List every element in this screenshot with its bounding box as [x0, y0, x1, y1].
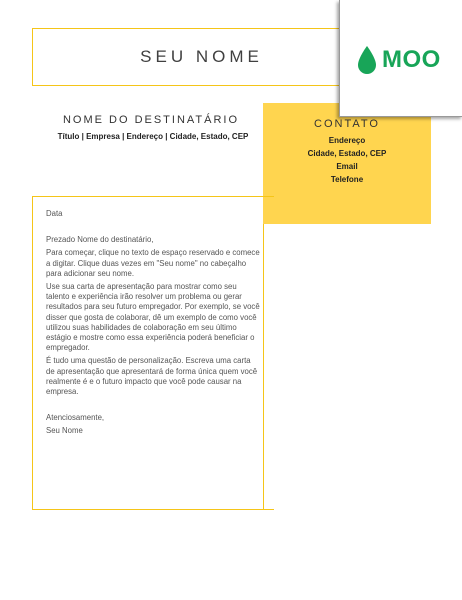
letter-frame-side: [263, 224, 264, 510]
letter-body: [46, 209, 261, 437]
logo-card: [339, 0, 462, 117]
letter-paragraph-2[interactable]: Use sua carta de apresentação para mostrar como seu talento e experiência irão resolver um problema ou gerar resultados para seu futuro empregador. Por exemplo, se você disser que gosta de colaborar, dê um exemplo de como você utilizou suas habilidades de colaboração em seu último estágio e mostre como essa experiência poderá beneficiar o empregador.: [46, 282, 260, 353]
contact-lines: [263, 134, 431, 186]
letter-signature[interactable]: Seu Nome: [46, 426, 83, 436]
contact-address[interactable]: Endereço: [328, 136, 366, 145]
contact-title[interactable]: CONTATO: [314, 118, 380, 130]
contact-block: [263, 103, 431, 224]
moo-logo-text: MOO: [382, 46, 441, 73]
contact-email[interactable]: Email: [336, 162, 358, 171]
contact-phone[interactable]: Telefone: [330, 175, 364, 184]
letter-date[interactable]: Data: [46, 209, 63, 218]
letter-closing[interactable]: Atenciosamente,: [46, 413, 105, 423]
recipient-name[interactable]: NOME DO DESTINATÁRIO: [62, 114, 240, 126]
droplet-icon: [358, 46, 376, 74]
letter-paragraph-1[interactable]: Para começar, clique no texto de espaço reservado e comece a digitar. Clique duas vezes em "Seu nome" no cabeçalho para adicionar seu nome.: [46, 248, 260, 278]
letter-paragraph-3[interactable]: É tudo uma questão de personalização. Escreva uma carta de apresentação que apresentará de forma única quem você realmente é e o futuro impacto que você pode causar na empresa.: [46, 356, 258, 397]
letter-greeting[interactable]: Prezado Nome do destinatário,: [46, 235, 154, 245]
recipient-details[interactable]: Título | Empresa | Endereço | Cidade, Estado, CEP: [57, 132, 249, 141]
contact-city[interactable]: Cidade, Estado, CEP: [307, 149, 387, 158]
sender-name[interactable]: SEU NOME: [140, 47, 263, 66]
